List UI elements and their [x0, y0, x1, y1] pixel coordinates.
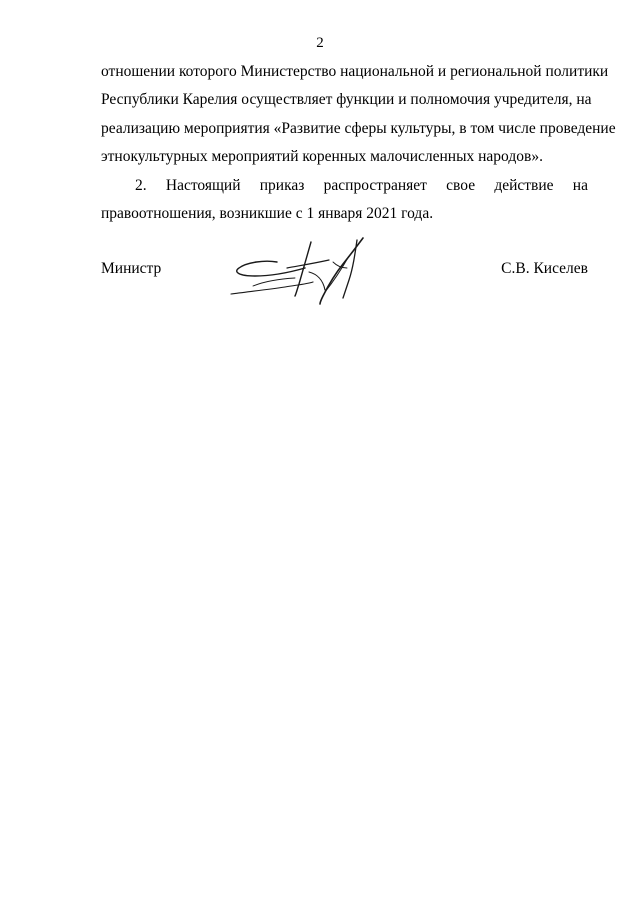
paragraph-1-line-2: Республики Карелия осуществляет функции и полномочия учредителя, на	[101, 91, 592, 108]
paragraph-1-line-3: реализацию мероприятия «Развитие сферы культуры, в том числе проведение	[101, 120, 616, 137]
paragraph-2-first-line	[101, 176, 588, 196]
page-number: 2	[316, 35, 324, 51]
paragraph-2-word: действие	[494, 177, 554, 194]
paragraph-2-word: свое	[446, 177, 476, 194]
paragraph-1-line-4: этнокультурных мероприятий коренных малочисленных народов».	[101, 148, 543, 165]
paragraph-2-word: Настоящий	[165, 177, 241, 194]
paragraph-2-word: приказ	[259, 177, 305, 194]
paragraph-2-word: на	[572, 177, 588, 194]
paragraph-2-word: распространяет	[323, 177, 427, 194]
signer-name: С.В. Киселев	[501, 260, 588, 277]
signer-position: Министр	[101, 260, 162, 277]
handwritten-signature	[225, 232, 365, 307]
paragraph-1-line-1: отношении которого Министерство национальной и региональной политики	[101, 63, 609, 80]
paragraph-2-number: 2.	[135, 177, 147, 194]
paragraph-2-last-line: правоотношения, возникшие с 1 января 2021 года.	[101, 205, 434, 222]
